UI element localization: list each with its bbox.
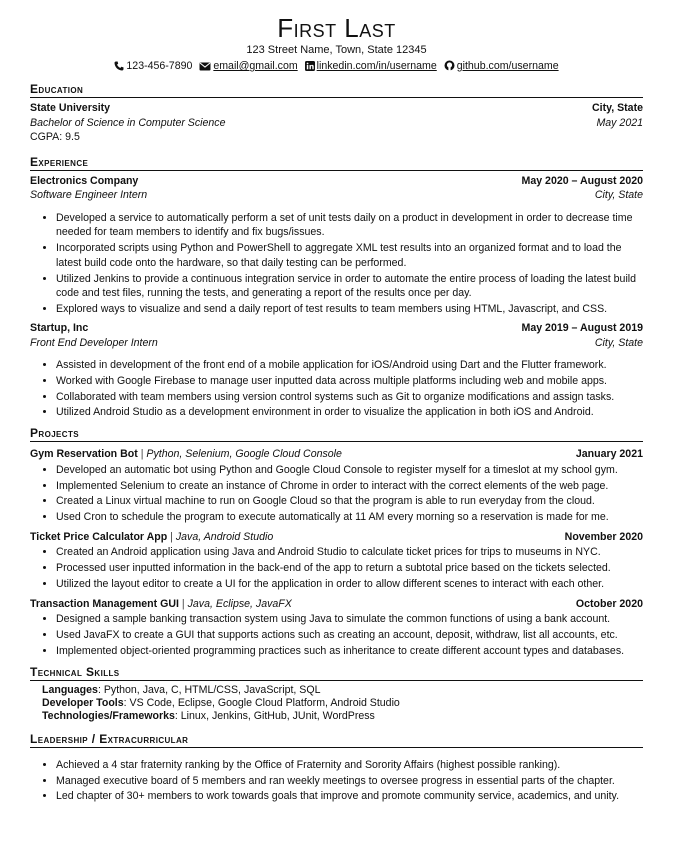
job-bullets [30, 211, 643, 318]
projects-heading: Projects [30, 426, 643, 442]
education-entry [30, 101, 643, 145]
phone-number: 123-456-7890 [126, 60, 193, 72]
phone-contact [114, 60, 195, 72]
project-entry: Gym Reservation Bot | Python, Selenium, Google Cloud Console January 2021 • Developed an automatic bot using Python and Google Cloud Console to register myself for a timeslot at my school gym. • Implemented Selenium to create an instance of Chrome in order to interact with the correct elements of the web page. • Created a Linux virtual machine to run on Google Cloud so that the program is able to run everyday from the cloud. • Used Cron to schedule the program to execute automatically at 11 AM every morning so a reservation is made for me. [30, 447, 643, 525]
phone-icon [114, 61, 124, 71]
project-bullets [30, 463, 643, 525]
bullet-item: • Incorporated scripts using Python and PowerShell to aggregate XML test results into an organized format and to load the latest build code onto the hardware, so that daily testing can be performed. [56, 241, 643, 271]
job-location: City, State [594, 189, 643, 201]
address: 123 Street Name, Town, State 12345 [246, 44, 427, 56]
leadership-heading: Leadership / Extracurricular [30, 732, 643, 748]
project-tech: Java, Android Studio [175, 530, 274, 543]
bullet-item: • Assisted in development of the front end of a mobile application for iOS/Android using Dart and the Flutter framework. [56, 358, 643, 373]
linkedin-contact[interactable] [305, 60, 440, 72]
bullet-item: • Led chapter of 30+ members to work towards goals that improve and promote community service, academics, and unity. [56, 789, 643, 804]
leadership-bullets [30, 758, 643, 804]
bullet-item: • Utilized the layout editor to create a UI for the application in order to allow different scenes to interact with each other. [56, 577, 643, 592]
degree: Bachelor of Science in Computer Science [30, 116, 226, 129]
project-date: November 2020 [564, 530, 643, 543]
github-link[interactable]: github.com/username [456, 60, 559, 72]
project-entry: Ticket Price Calculator App | Java, Android Studio November 2020 • Created an Android application using Java and Android Studio to calculate ticket prices for trips to museums in NYC. • Processed user inputted information in the back-end of the app to return a subtotal price based on the tickets selected. • Utilized the layout editor to create a UI for the application in order to allow different scenes to interact with each other. [30, 530, 643, 592]
bullet-item: • Used JavaFX to create a GUI that supports actions such as creating an account, deposit, withdraw, list all accounts, etc. [56, 628, 643, 643]
project-entry: Transaction Management GUI | Java, Eclipse, JavaFX October 2020 • Designed a sample banking transaction system using Java to simulate the common functions of using a bank account. • Used JavaFX to create a GUI that supports actions such as creating an account, deposit, withdraw, list all accounts, etc. • Implemented object-oriented programming practices such as inheritance to create different account types and databases. [30, 597, 643, 659]
experience-heading: Experience [30, 155, 643, 171]
github-icon [444, 60, 455, 71]
candidate-name: First Last [277, 13, 396, 43]
bullet-item: • Explored ways to visualize and send a daily report of test results to team members using HTML, Javascript, and CSS. [56, 302, 643, 317]
company-name: Startup, Inc [30, 322, 89, 335]
project-tech: Java, Eclipse, JavaFX [187, 597, 292, 610]
resume-page [30, 14, 643, 804]
project-date: January 2021 [575, 448, 643, 461]
project-bullets [30, 545, 643, 591]
graduation-date: May 2021 [596, 116, 643, 129]
email-link[interactable]: email@gmail.com [213, 60, 298, 72]
bullet-item: • Utilized Android Studio as a development environment in order to visualize the application in both iOS and Android. [56, 405, 643, 420]
skills-list [30, 684, 643, 723]
skills-heading: Technical Skills [30, 665, 643, 681]
github-contact[interactable] [444, 60, 559, 72]
job-role: Software Engineer Intern [30, 189, 148, 201]
contact-line [30, 59, 643, 73]
project-name: Gym Reservation Bot [30, 448, 138, 461]
bullet-item: • Achieved a 4 star fraternity ranking by the Office of Fraternity and Sorority Affairs (highest possible ranking). [56, 758, 643, 773]
bullet-item: • Implemented object-oriented programming practices such as inheritance to create different account types and databases. [56, 644, 643, 659]
school-name: State University [30, 102, 111, 114]
project-bullets [30, 612, 643, 658]
bullet-item: • Implemented Selenium to create an instance of Chrome in order to interact with the correct elements of the web page. [56, 479, 643, 494]
bullet-item: • Used Cron to schedule the program to execute automatically at 11 AM every morning so a reservation is made for me. [56, 510, 643, 525]
skills-tools: Developer Tools: VS Code, Eclipse, Google Cloud Platform, Android Studio [42, 696, 400, 709]
linkedin-icon [305, 61, 315, 71]
job-role: Front End Developer Intern [30, 336, 158, 349]
project-name: Transaction Management GUI [30, 597, 179, 610]
bullet-item: • Created a Linux virtual machine to run on Google Cloud so that the program is able to run everyday from the cloud. [56, 494, 643, 509]
bullet-item: • Created an Android application using Java and Android Studio to calculate ticket prices for trips to museums in NYC. [56, 545, 643, 560]
project-tech: Python, Selenium, Google Cloud Console [146, 448, 342, 461]
school-location: City, State [591, 102, 643, 114]
skills-frameworks: Technologies/Frameworks: Linux, Jenkins, GitHub, JUnit, WordPress [42, 709, 375, 722]
job-dates: May 2019 – August 2019 [521, 322, 643, 335]
project-date: October 2020 [575, 597, 643, 610]
bullet-item: • Developed an automatic bot using Python and Google Cloud Console to register myself for a timeslot at my school gym. [56, 463, 643, 478]
job-dates: May 2020 – August 2020 [521, 174, 643, 187]
project-name: Ticket Price Calculator App [30, 530, 168, 543]
envelope-icon [199, 62, 211, 71]
bullet-item: • Developed a service to automatically perform a set of unit tests daily on a product in development in order to decrease time needed for team members to identify and fix bugs/issues. [56, 211, 643, 241]
bullet-item: • Collaborated with team members using version control systems such as Git to organize modifications and assign tasks. [56, 390, 643, 405]
gpa: CGPA: 9.5 [30, 131, 80, 143]
job-bullets [30, 358, 643, 420]
job-entry [30, 174, 643, 318]
bullet-item: • Processed user inputted information in the back-end of the app to return a subtotal price based on the tickets selected. [56, 561, 643, 576]
education-heading: Education [30, 82, 643, 98]
job-location: City, State [594, 336, 643, 349]
bullet-item: • Designed a sample banking transaction system using Java to simulate the common functions of using a bank account. [56, 612, 643, 627]
bullet-item: • Managed executive board of 5 members and ran weekly meetings to oversee progress in essential parts of the chapter. [56, 774, 643, 789]
company-name: Electronics Company [30, 174, 139, 187]
linkedin-link[interactable]: linkedin.com/in/username [316, 60, 437, 72]
skills-languages: Languages: Python, Java, C, HTML/CSS, JavaScript, SQL [42, 683, 321, 696]
job-entry [30, 321, 643, 420]
email-contact[interactable] [199, 60, 300, 72]
bullet-item: • Utilized Jenkins to provide a continuous integration service in order to automate the entire process of loading the latest build code and test files, running the tests, and generating a report of the results once per day. [56, 272, 643, 302]
bullet-item: • Worked with Google Firebase to manage user inputted data across multiple platforms including web and mobile apps. [56, 374, 643, 389]
